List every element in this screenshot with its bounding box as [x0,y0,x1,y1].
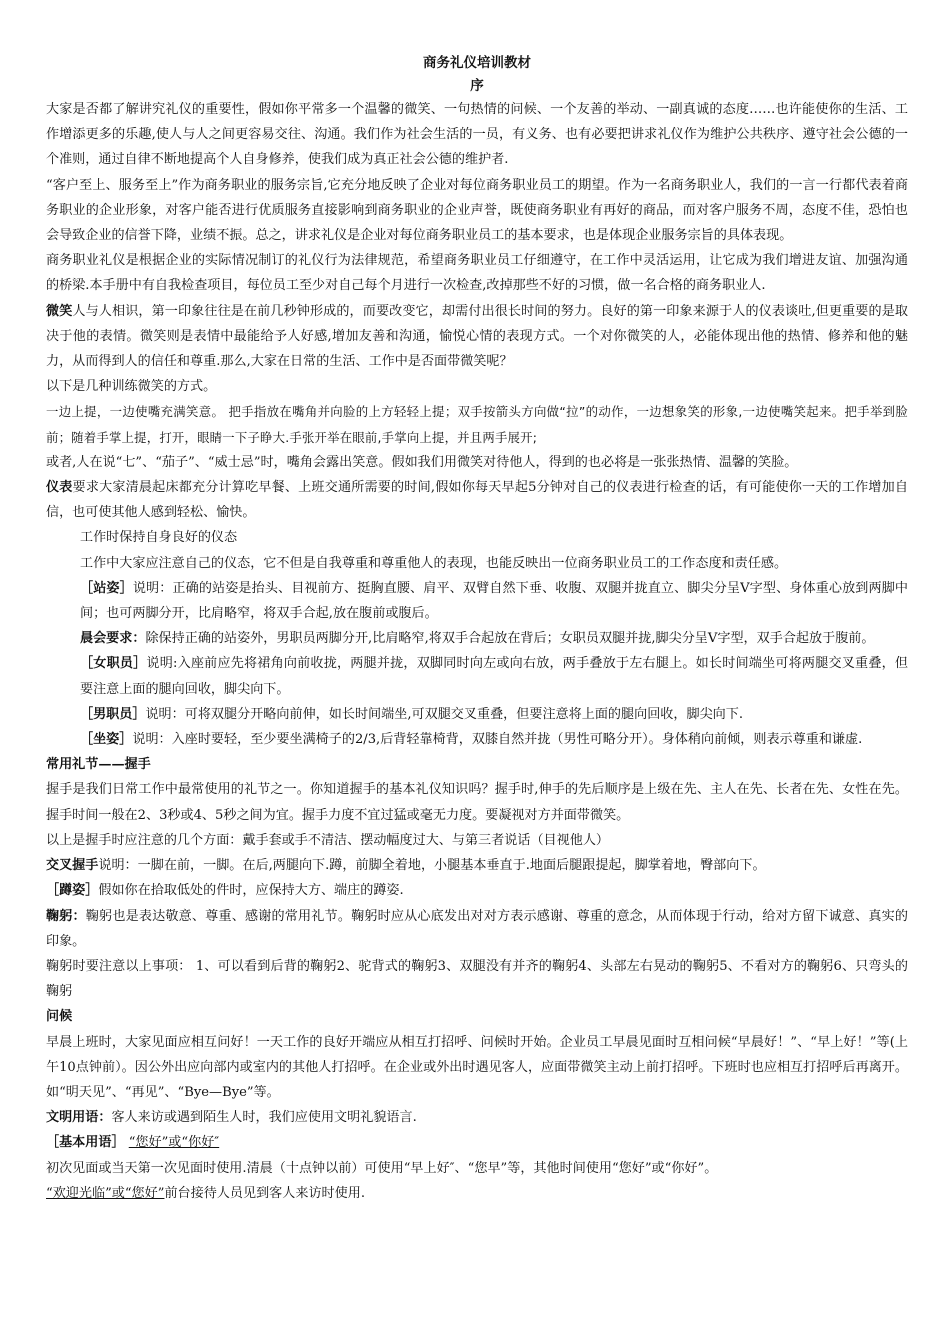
document-page [46,52,908,1206]
smile-text: 人与人相识，第一印象往往是在前几秒钟形成的，而要改变它，却需付出很长时间的努力。良好的第一印象来源于人的仪表谈吐,但更重要的是取决于他的表情。微笑则是表情中最能给予人好感,增加友善和沟通，愉悦心情的表现方式。一个对你微笑的人，必能体现出他的热情、修养和他的魅力，从而得到人的信任和尊重.那么,大家在日常的生活、工作中是否面带微笑呢？ [46,303,908,370]
paragraph-squatting [46,878,908,903]
welcome-phrase: “欢迎光临”或“您好” [46,1185,165,1201]
paragraph-bowing [46,904,908,954]
basic-phrases-label: ［基本用语］ [46,1135,125,1151]
male-staff-label: ［男职员］ [80,706,146,722]
standing-text: 说明：正确的站姿是抬头、目视前方、挺胸直腰、肩平、双臂自然下垂、收腹、双腿并拢直立、脚尖分呈V字型、身体重心放到两脚中间；也可两脚分开，比肩略窄，将双手合起,放在腹前或腹后。 [80,580,908,622]
heading-greeting: 问候 [46,1009,73,1025]
standing-label: ［站姿］ [80,580,133,596]
paragraph-male-staff [46,702,908,727]
paragraph-smile-training: 以下是几种训练微笑的方式。 [46,379,217,395]
paragraph-standing [46,576,908,626]
sitting-label: ［坐姿］ [80,732,133,748]
welcome-text: 前台接待人员见到客人来访时使用. [164,1185,366,1201]
paragraph-appearance [46,475,908,525]
bowing-text: 鞠躬也是表达敬意、尊重、感谢的常用礼节。鞠躬时应从心底发出对对方表示感谢、尊重的意念，从而体现于行动，给对方留下诚意、真实的印象。 [46,908,909,949]
squatting-label: ［蹲姿］ [46,883,99,899]
female-staff-text: 说明:入座前应先将裙角向前收拢，两腿并拢，双脚同时向左或向右放，两手叠放于左右腿上。如长时间端坐可将两腿交叉重叠，但要注意上面的腿向回收，脚尖向下。 [80,656,908,697]
squatting-text: 假如你在拾取低处的件时，应保持大方、端庄的蹲姿. [98,883,404,899]
paragraph-sitting [46,727,908,752]
paragraph-posture-heading: 工作时保持自身良好的仪态 [80,530,238,546]
paragraph-first-meeting: 初次见面或当天第一次见面时使用.清晨（十点钟以前）可使用“早上好″、“您早”等，其他时间使用“您好”或“你好”。 [46,1160,718,1176]
smile-label: 微笑 [46,303,73,319]
paragraph-morning-meeting [46,626,908,651]
paragraph-smile [46,299,908,375]
morning-meeting-label: 晨会要求： [80,631,146,647]
paragraph-etiquette-norms: 商务职业礼仪是根据企业的实际情况制订的礼仪行为法律规范，希望商务职业员工仔细遵守，在工作中灵活运用，让它成为我们增进友谊、加强沟通的桥梁.本手册中有自我检查项目，每位员工至少对自己每个月进行一次检查,改掉那些不好的习惯，做一名合格的商务职业人. [46,253,908,294]
paragraph-basic-phrases [46,1130,908,1155]
paragraph-cross-handshake [46,853,908,878]
paragraph-handshake: 握手是我们日常工作中最常使用的礼节之一。你知道握手的基本礼仪知识吗？握手时,伸手的先后顺序是上级在先、主人在先、长者在先、女性在先。握手时间一般在2、3秒或4、5秒之间为宜。握手力度不宜过猛或毫无力度。要凝视对方并面带微笑。 [46,782,908,823]
preface-heading: 序 [470,78,484,94]
paragraph-bowing-notes: 鞠躬时要注意以上事项： 1、可以看到后背的鞠躬2、驼背式的鞠躬3、双腿没有并齐的鞠躬4、头部左右晃动的鞠躬5、不看对方的鞠躬6、只弯头的鞠躬 [46,958,908,1000]
polite-language-text: 客人来访或遇到陌生人时，我们应使用文明礼貌语言. [111,1110,417,1126]
paragraph-customer-first: “客户至上、服务至上”作为商务职业的服务宗旨,它充分地反映了企业对每位商务职业员工的期望。作为一名商务职业人，我们的一言一行都代表着商务职业的企业形象，对客户能否进行优质服务直接影响到商务职业的企业声誉，既使商务职业有再好的商品，而对客户服务不周，态度不佳，恐怕也会导致企业的信誉下降，业绩不振。总之，讲求礼仪是企业对每位商务职业员工的基本要求，也是体现企业服务宗旨的具体表现。 [46,177,908,244]
cross-handshake-text: 说明：一脚在前，一脚。在后,两腿向下.蹲，前脚全着地，小腿基本垂直于.地面后腿跟提起，脚掌着地，臀部向下。 [98,858,766,874]
bowing-label: 鞠躬： [46,908,86,924]
paragraph-greeting: 早晨上班时，大家见面应相互问好！一天工作的良好开端应从相互打招呼、问候时开始。企业员工早晨见面时互相问候“早晨好！”、“早上好！”等(上午10点钟前）。因公外出应向部内或室内的其他人打招呼。在企业或外出时遇见客人，应面带微笑主动上前打招呼。下班时也应相互打招呼后再离开。如“明天见”、“再见”、“Bye—Bye”等。 [46,1034,908,1100]
paragraph-intro: 大家是否都了解讲究礼仪的重要性，假如你平常多一个温馨的微笑、一句热情的问候、一个友善的举动、一副真诚的态度……也许能使你的生活、工作增添更多的乐趣,使人与人之间更容易交往、沟通。我们作为社会生活的一员，有义务、也有必要把讲求礼仪作为维护公共秩序、遵守社会公德的一个准则，通过自律不断地提高个人自身修养，使我们成为真正社会公德的维护者. [46,102,908,168]
male-staff-text: 说明：可将双腿分开略向前伸，如长时间端坐,可双腿交叉重叠，但要注意将上面的腿向回收，脚尖向下. [145,706,744,722]
paragraph-smile-words: 或者,人在说“七”、“茄子”、“威士忌”时，嘴角会露出笑意。假如我们用微笑对待他人，得到的也必将是一张张热情、温馨的笑脸。 [46,454,798,470]
paragraph-welcome [46,1181,908,1206]
paragraph-polite-language [46,1105,908,1130]
heading-handshake: 常用礼节——握手 [46,757,151,773]
paragraph-posture: 工作中大家应注意自己的仪态，它不但是自我尊重和尊重他人的表现，也能反映出一位商务职业员工的工作态度和责任感。 [80,555,788,571]
morning-meeting-text: 除保持正确的站姿外，男职员两脚分开,比肩略窄,将双手合起放在背后；女职员双腿并拢,脚尖分呈V字型，双手合起放于腹前。 [145,631,875,647]
basic-phrases-text: “您好”或“你好″ [128,1135,220,1151]
cross-handshake-label: 交叉握手 [46,858,99,874]
paragraph-female-staff [46,651,908,701]
paragraph-smile-steps: 一边上提，一边使嘴充满笑意。 把手指放在嘴角并向脸的上方轻轻上提；双手按箭头方向做“拉”的动作，一边想象笑的形象,一边使嘴笑起来。把手举到脸前；随着手掌上提，打开，眼睛一下子睁大.手张开举在眼前,手掌向上提，并且两手展开; [46,404,908,445]
appearance-text: 要求大家清晨起床都充分计算吃早餐、上班交通所需要的时间,假如你每天早起5分钟对自己的仪表进行检查的话，有可能使你一天的工作增加自信，也可使其他人感到轻松、愉快。 [46,480,908,521]
polite-language-label: 文明用语： [46,1110,112,1126]
sitting-text: 说明：入座时要轻，至少要坐满椅子的2/3,后背轻靠椅背，双膝自然并拢（男性可略分开）。身体稍向前倾，则表示尊重和谦虚. [132,732,863,748]
paragraph-handshake-notes: 以上是握手时应注意的几个方面：戴手套或手不清洁、摆动幅度过大、与第三者说话（目视他人） [46,832,610,848]
female-staff-label: ［女职员］ [80,656,147,672]
document-title: 商务礼仪培训教材 [423,55,531,71]
appearance-label: 仪表 [46,480,73,496]
